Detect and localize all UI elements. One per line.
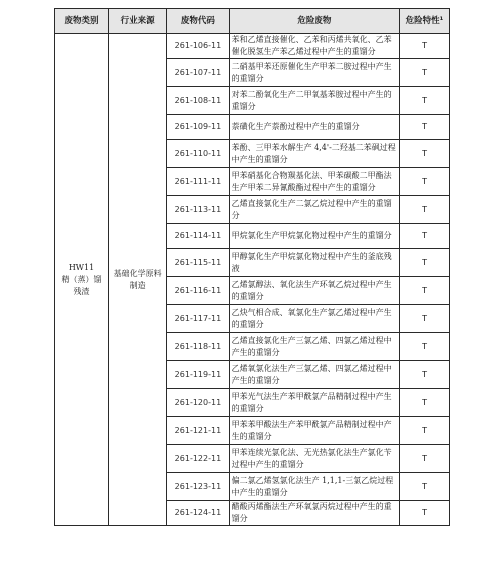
table-row [55,34,450,59]
waste-description-cell: 对苯二酚氧化生产二甲氧基苯胺过程中产生的重馏分 [229,87,399,115]
waste-description-cell: 萘磺化生产萘酚过程中产生的重馏分 [229,115,399,140]
waste-description-cell: 乙炔气相合成、氧氯化生产氯乙烯过程中产生的重馏分 [229,305,399,333]
hazardous-waste-table [54,8,450,526]
header-industry: 行业来源 [109,9,167,34]
hazard-property-cell: T [400,168,450,196]
waste-code-cell: 261-116-11 [167,277,229,305]
waste-category-cell: HW11 精（蒸）馏 残渣 [55,34,109,526]
header-row [55,9,450,34]
hazard-property-cell: T [400,115,450,140]
hazard-property-cell: T [400,140,450,168]
waste-description-cell: 偏二氯乙烯氢氯化法生产 1,1,1-三氯乙烷过程中产生的重馏分 [229,473,399,501]
waste-code-cell: 261-114-11 [167,224,229,249]
waste-code-cell: 261-120-11 [167,389,229,417]
waste-description-cell: 甲醇氯化生产甲烷氯化物过程中产生的釜底残液 [229,249,399,277]
waste-code-cell: 261-109-11 [167,115,229,140]
waste-code-cell: 261-121-11 [167,417,229,445]
waste-code-cell: 261-113-11 [167,196,229,224]
header-code: 废物代码 [167,9,229,34]
hazard-property-cell: T [400,445,450,473]
hazard-property-cell: T [400,361,450,389]
waste-code-cell: 261-118-11 [167,333,229,361]
hazard-property-cell: T [400,277,450,305]
waste-description-cell: 乙烯氯醇法、氧化法生产环氧乙烷过程中产生的重馏分 [229,277,399,305]
hazard-property-cell: T [400,196,450,224]
header-description: 危险废物 [229,9,399,34]
waste-code-cell: 261-122-11 [167,445,229,473]
waste-description-cell: 甲苯苯甲酸法生产苯甲酰氯产品精制过程中产生的重馏分 [229,417,399,445]
waste-code-cell: 261-123-11 [167,473,229,501]
waste-description-cell: 二硝基甲苯还原催化生产甲苯二胺过程中产生的重馏分 [229,59,399,87]
waste-description-cell: 甲烷氯化生产甲烷氯化物过程中产生的重馏分 [229,224,399,249]
waste-description-cell: 苯酚、三甲苯水解生产 4,4'-二羟基二苯砜过程中产生的重馏分 [229,140,399,168]
header-hazard: 危险特性¹ [400,9,450,34]
hazard-property-cell: T [400,333,450,361]
hazard-property-cell: T [400,389,450,417]
waste-code-cell: 261-107-11 [167,59,229,87]
hazard-property-cell: T [400,59,450,87]
industry-source-cell: 基础化学原料 制造 [109,34,167,526]
waste-code-cell: 261-115-11 [167,249,229,277]
waste-code-cell: 261-124-11 [167,501,229,526]
waste-description-cell: 醋酸丙烯酯法生产环氧氯丙烷过程中产生的重馏分 [229,501,399,526]
waste-description-cell: 乙烯直接氯化生产二氯乙烷过程中产生的重馏分 [229,196,399,224]
waste-code-cell: 261-110-11 [167,140,229,168]
waste-code-cell: 261-106-11 [167,34,229,59]
hazard-property-cell: T [400,305,450,333]
waste-code-cell: 261-119-11 [167,361,229,389]
waste-code-cell: 261-111-11 [167,168,229,196]
header-category: 废物类别 [55,9,109,34]
hazard-property-cell: T [400,87,450,115]
hazard-property-cell: T [400,473,450,501]
waste-code-cell: 261-108-11 [167,87,229,115]
waste-description-cell: 苯和乙烯直接催化、乙苯和丙烯共氧化、乙苯催化脱氢生产苯乙烯过程中产生的重馏分 [229,34,399,59]
waste-description-cell: 甲苯光气法生产苯甲酰氯产品精制过程中产生的重馏分 [229,389,399,417]
table-body [55,34,450,526]
waste-description-cell: 乙烯氧氯化法生产三氯乙烯、四氯乙烯过程中产生的重馏分 [229,361,399,389]
hazard-property-cell: T [400,417,450,445]
hazard-property-cell: T [400,249,450,277]
hazard-property-cell: T [400,501,450,526]
waste-description-cell: 甲苯硝基化合物羰基化法、甲苯碳酸二甲酯法生产甲苯二异氰酸酯过程中产生的重馏分 [229,168,399,196]
waste-description-cell: 甲苯连续光氯化法、无光热氯化法生产氯化苄过程中产生的重馏分 [229,445,399,473]
waste-code-cell: 261-117-11 [167,305,229,333]
hazard-property-cell: T [400,224,450,249]
hazard-property-cell: T [400,34,450,59]
waste-description-cell: 乙烯直接氯化生产三氯乙烯、四氯乙烯过程中产生的重馏分 [229,333,399,361]
